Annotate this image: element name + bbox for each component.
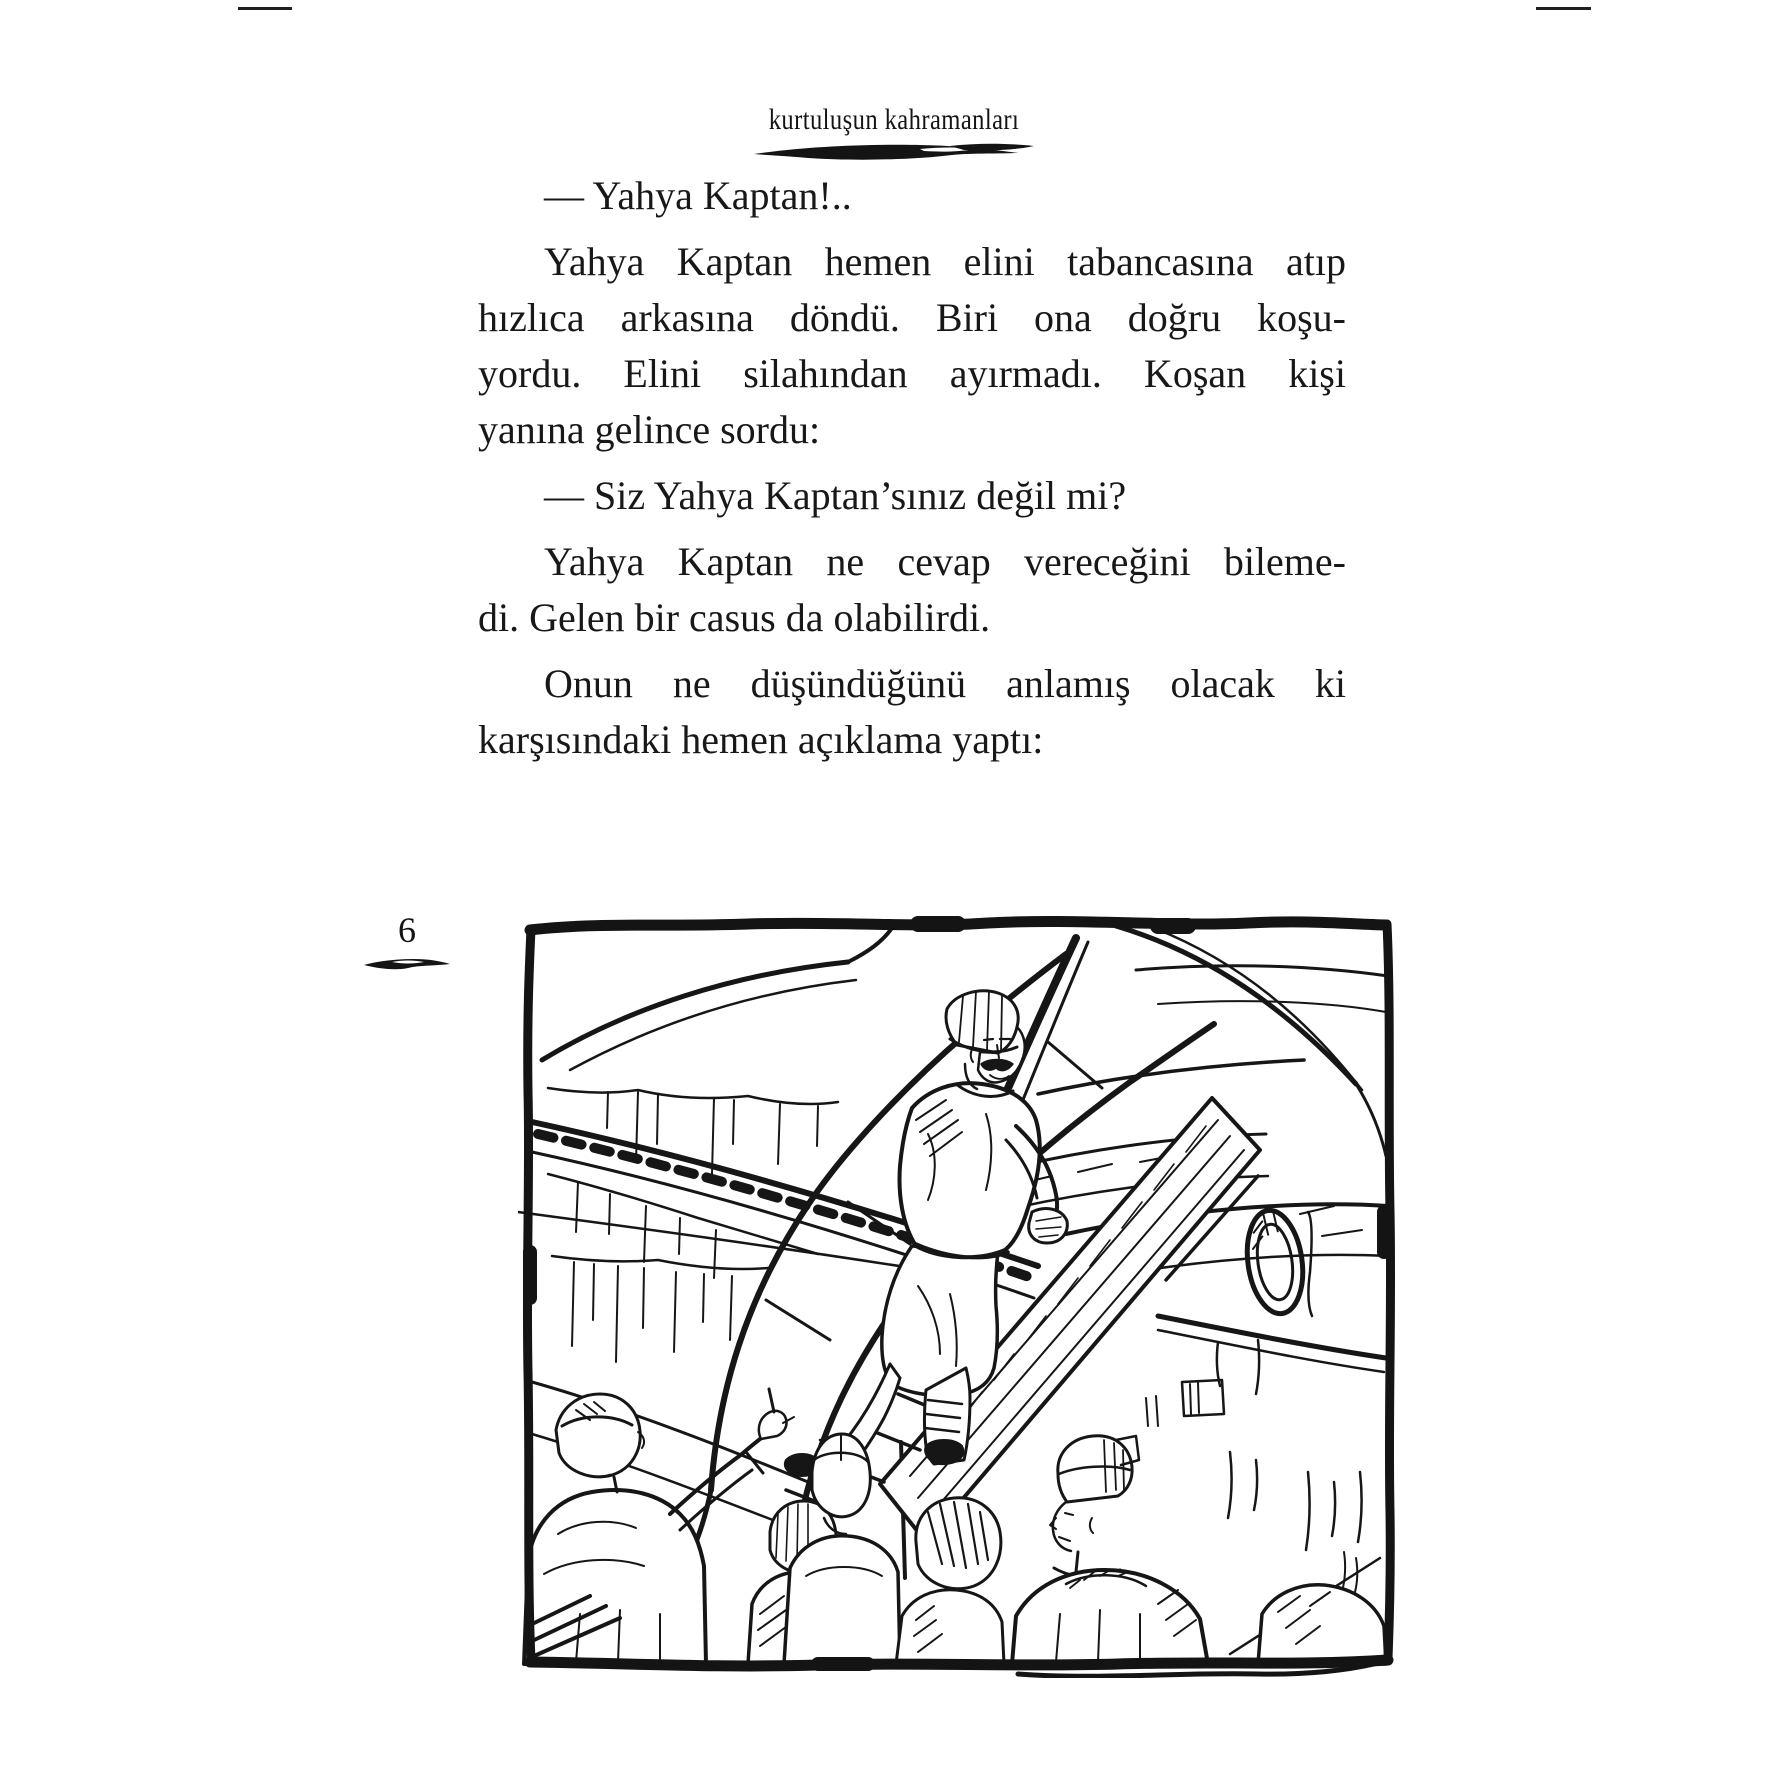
illustration (518, 912, 1400, 1678)
text-line: yanına gelince sordu: (478, 407, 821, 452)
running-header (741, 103, 1047, 137)
page-number-block (362, 908, 452, 972)
text-line: Yahya Kaptan hemen elini tabancasına atıp (544, 239, 1346, 284)
porthole-icon (1241, 1207, 1309, 1318)
text-line: — Yahya Kaptan!.. (544, 173, 852, 218)
page-number: 6 (398, 910, 416, 950)
text-line: Yahya Kaptan ne cevap vereceğini bileme- (544, 539, 1346, 584)
top-left-page-mark (238, 7, 292, 10)
header-swoosh-icon (752, 141, 1036, 163)
crowd-figure-right (1258, 1585, 1386, 1664)
text-line: yordu. Elini silahından ayırmadı. Koşan kişi (478, 351, 1346, 396)
text-line: karşısındaki hemen açıklama yaptı: (478, 717, 1044, 762)
illustration-drawing (518, 912, 1400, 1678)
text-line: di. Gelen bir casus da olabilirdi. (478, 595, 991, 640)
paragraph (478, 168, 1346, 224)
text-line: — Siz Yahya Kaptan’sınız değil mi? (544, 473, 1127, 518)
text-line: Onun ne düşündüğünü anlamış olacak ki (544, 661, 1346, 706)
paragraph (478, 534, 1346, 646)
top-right-page-mark (1536, 7, 1591, 10)
paragraph (478, 656, 1346, 768)
body-text (478, 168, 1346, 778)
paragraph (478, 234, 1346, 458)
crowd-man-fez (1012, 1436, 1208, 1664)
paragraph (478, 468, 1346, 524)
text-line: hızlıca arkasına döndü. Biri ona doğru koşu- (478, 295, 1346, 340)
page-number-swoosh-icon (362, 956, 452, 972)
running-header-title: kurtuluşun kahramanları (768, 103, 1020, 136)
